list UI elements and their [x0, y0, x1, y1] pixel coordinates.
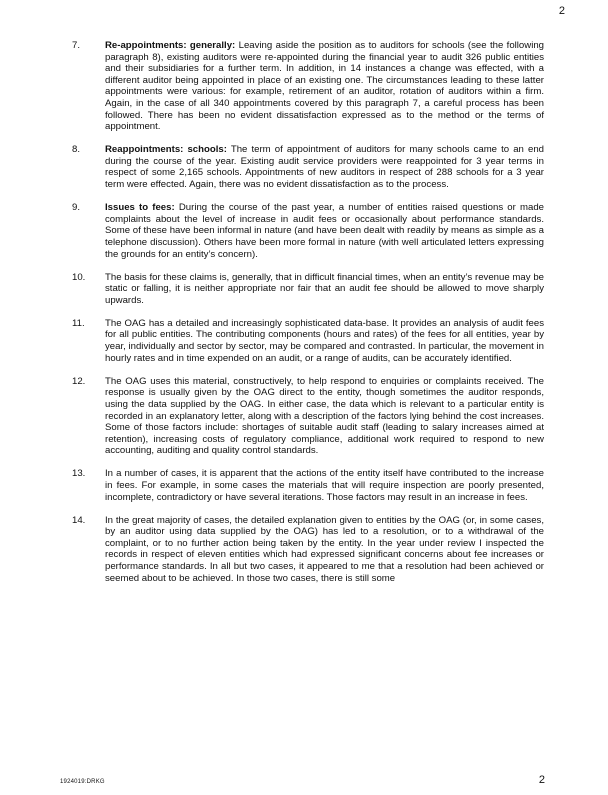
paragraph-number: 12.	[72, 375, 86, 387]
paragraph-text: The basis for these claims is, generally, that in difficult financial times, when an entity’s revenue may be static or falling, it is neither appropriate nor fair that an audit fee should be allowed to move sharply upwards.	[105, 271, 544, 306]
paragraph-body	[105, 318, 544, 364]
footer-page-number: 2	[538, 774, 545, 786]
paragraph-heading: Re-appointments: generally:	[105, 40, 236, 51]
paragraph-body	[105, 272, 544, 307]
paragraph-text: During the course of the past year, a number of entities raised questions or made complaints about the level of increase in audit fees or occasionally about performance standards. Some of these have been informal in nature (and have been dealt with readily by means as simple as a telephone discussion). Others have been more formal in nature (with well articulated letters expressing the grounds for an entity’s concern).	[105, 202, 545, 260]
footer-reference: 1924019:DRKG	[60, 779, 105, 785]
paragraph-text: The OAG uses this material, constructively, to help respond to enquiries or complaints received. The response is usually given by the OAG direct to the entity, though sometimes the auditor responds, using the data supplied by the OAG. In either case, the data which is relevant to a particular entity is recorded in an explanatory letter, along with a description of the factors lying behind the cost increases. Some of those factors include: shortages of suitable audit staff (leading to salary increases aimed at retention), increasing costs of regulatory compliance, additional work required to respond to new accounting, auditing and quality control standards.	[105, 375, 544, 457]
paragraph-text: In the great majority of cases, the detailed explanation given to entities by the OAG (or, in some cases, by an auditor using data supplied by the OAG) has led to a resolution, or to a withdrawal of the complaint, or to no further action being taken by the entity. In the year under review I inspected the records in respect of eleven entities which had expressed significant concerns about fee increases or performance standards. In all but two cases, it appeared to me that a resolution had been achieved or seemed about to be achieved. In those two cases, there is still some	[105, 514, 544, 584]
paragraph-number: 13.	[72, 468, 86, 480]
paragraph-12	[72, 376, 544, 457]
paragraph-body	[105, 468, 544, 503]
paragraph-number: 14.	[72, 514, 86, 526]
paragraph-9	[72, 202, 544, 260]
paragraph-number: 10.	[72, 271, 86, 283]
paragraph-7	[72, 40, 544, 133]
paragraph-10	[72, 272, 544, 307]
document-body	[72, 40, 544, 596]
paragraph-14	[72, 515, 544, 585]
paragraph-text: The term of appointment of auditors for many schools came to an end during the course of the year. Existing audit service providers were reappointed for 3 year terms in respect of some 2,165 schools. Appointments of new auditors in respect of 288 schools for a 3 year term were effected. Again, there was no evident dissatisfaction as to the process.	[105, 144, 544, 191]
paragraph-body	[105, 144, 544, 190]
paragraph-number: 9.	[72, 202, 81, 214]
paragraph-number: 11.	[72, 317, 85, 329]
paragraph-8	[72, 144, 544, 190]
paragraph-text: The OAG has a detailed and increasingly sophisticated data-base. It provides an analysis of audit fees for all public entities. The contributing components (hours and rates) of the fees for all entities, year by year, individually and sector by sector, may be compared and contrasted. In particular, the movement in hourly rates and in time expended on an audit, or a range of audits, can be accurately identified.	[105, 317, 544, 364]
paragraph-13	[72, 468, 544, 503]
paragraph-number: 7.	[72, 40, 81, 51]
paragraph-heading: Issues to fees:	[105, 202, 175, 214]
paragraph-body	[105, 376, 544, 457]
header-page-number: 2	[558, 5, 565, 17]
paragraph-body	[105, 40, 544, 133]
paragraph-heading: Reappointments: schools:	[105, 144, 227, 156]
paragraph-text: Leaving aside the position as to auditors for schools (see the following paragraph 8), existing auditors were re-appointed during the financial year to audit 326 public entities and their subsidiaries for a further term. In addition, in 14 instances a change was effected, with a different auditor being appointed in place of an existing one. The circumstances leading to these latter appointments were various: for example, retirement of an auditor, rotation of auditors within a firm. Again, in the case of all 340 appointments covered by this paragraph 7, a careful process has been followed. There has been no evident dissatisfaction expressed as to the method or the terms of appointment.	[105, 40, 544, 133]
paragraph-body	[105, 515, 544, 585]
paragraph-body	[105, 202, 544, 260]
paragraph-11	[72, 318, 544, 364]
paragraph-text: In a number of cases, it is apparent that the actions of the entity itself have contributed to the increase in fees. For example, in some cases the materials that will require inspection are poorly presented, incomplete, contradictory or have several iterations. Those factors may result in an increase in fees.	[105, 468, 544, 503]
paragraph-number: 8.	[72, 144, 81, 156]
